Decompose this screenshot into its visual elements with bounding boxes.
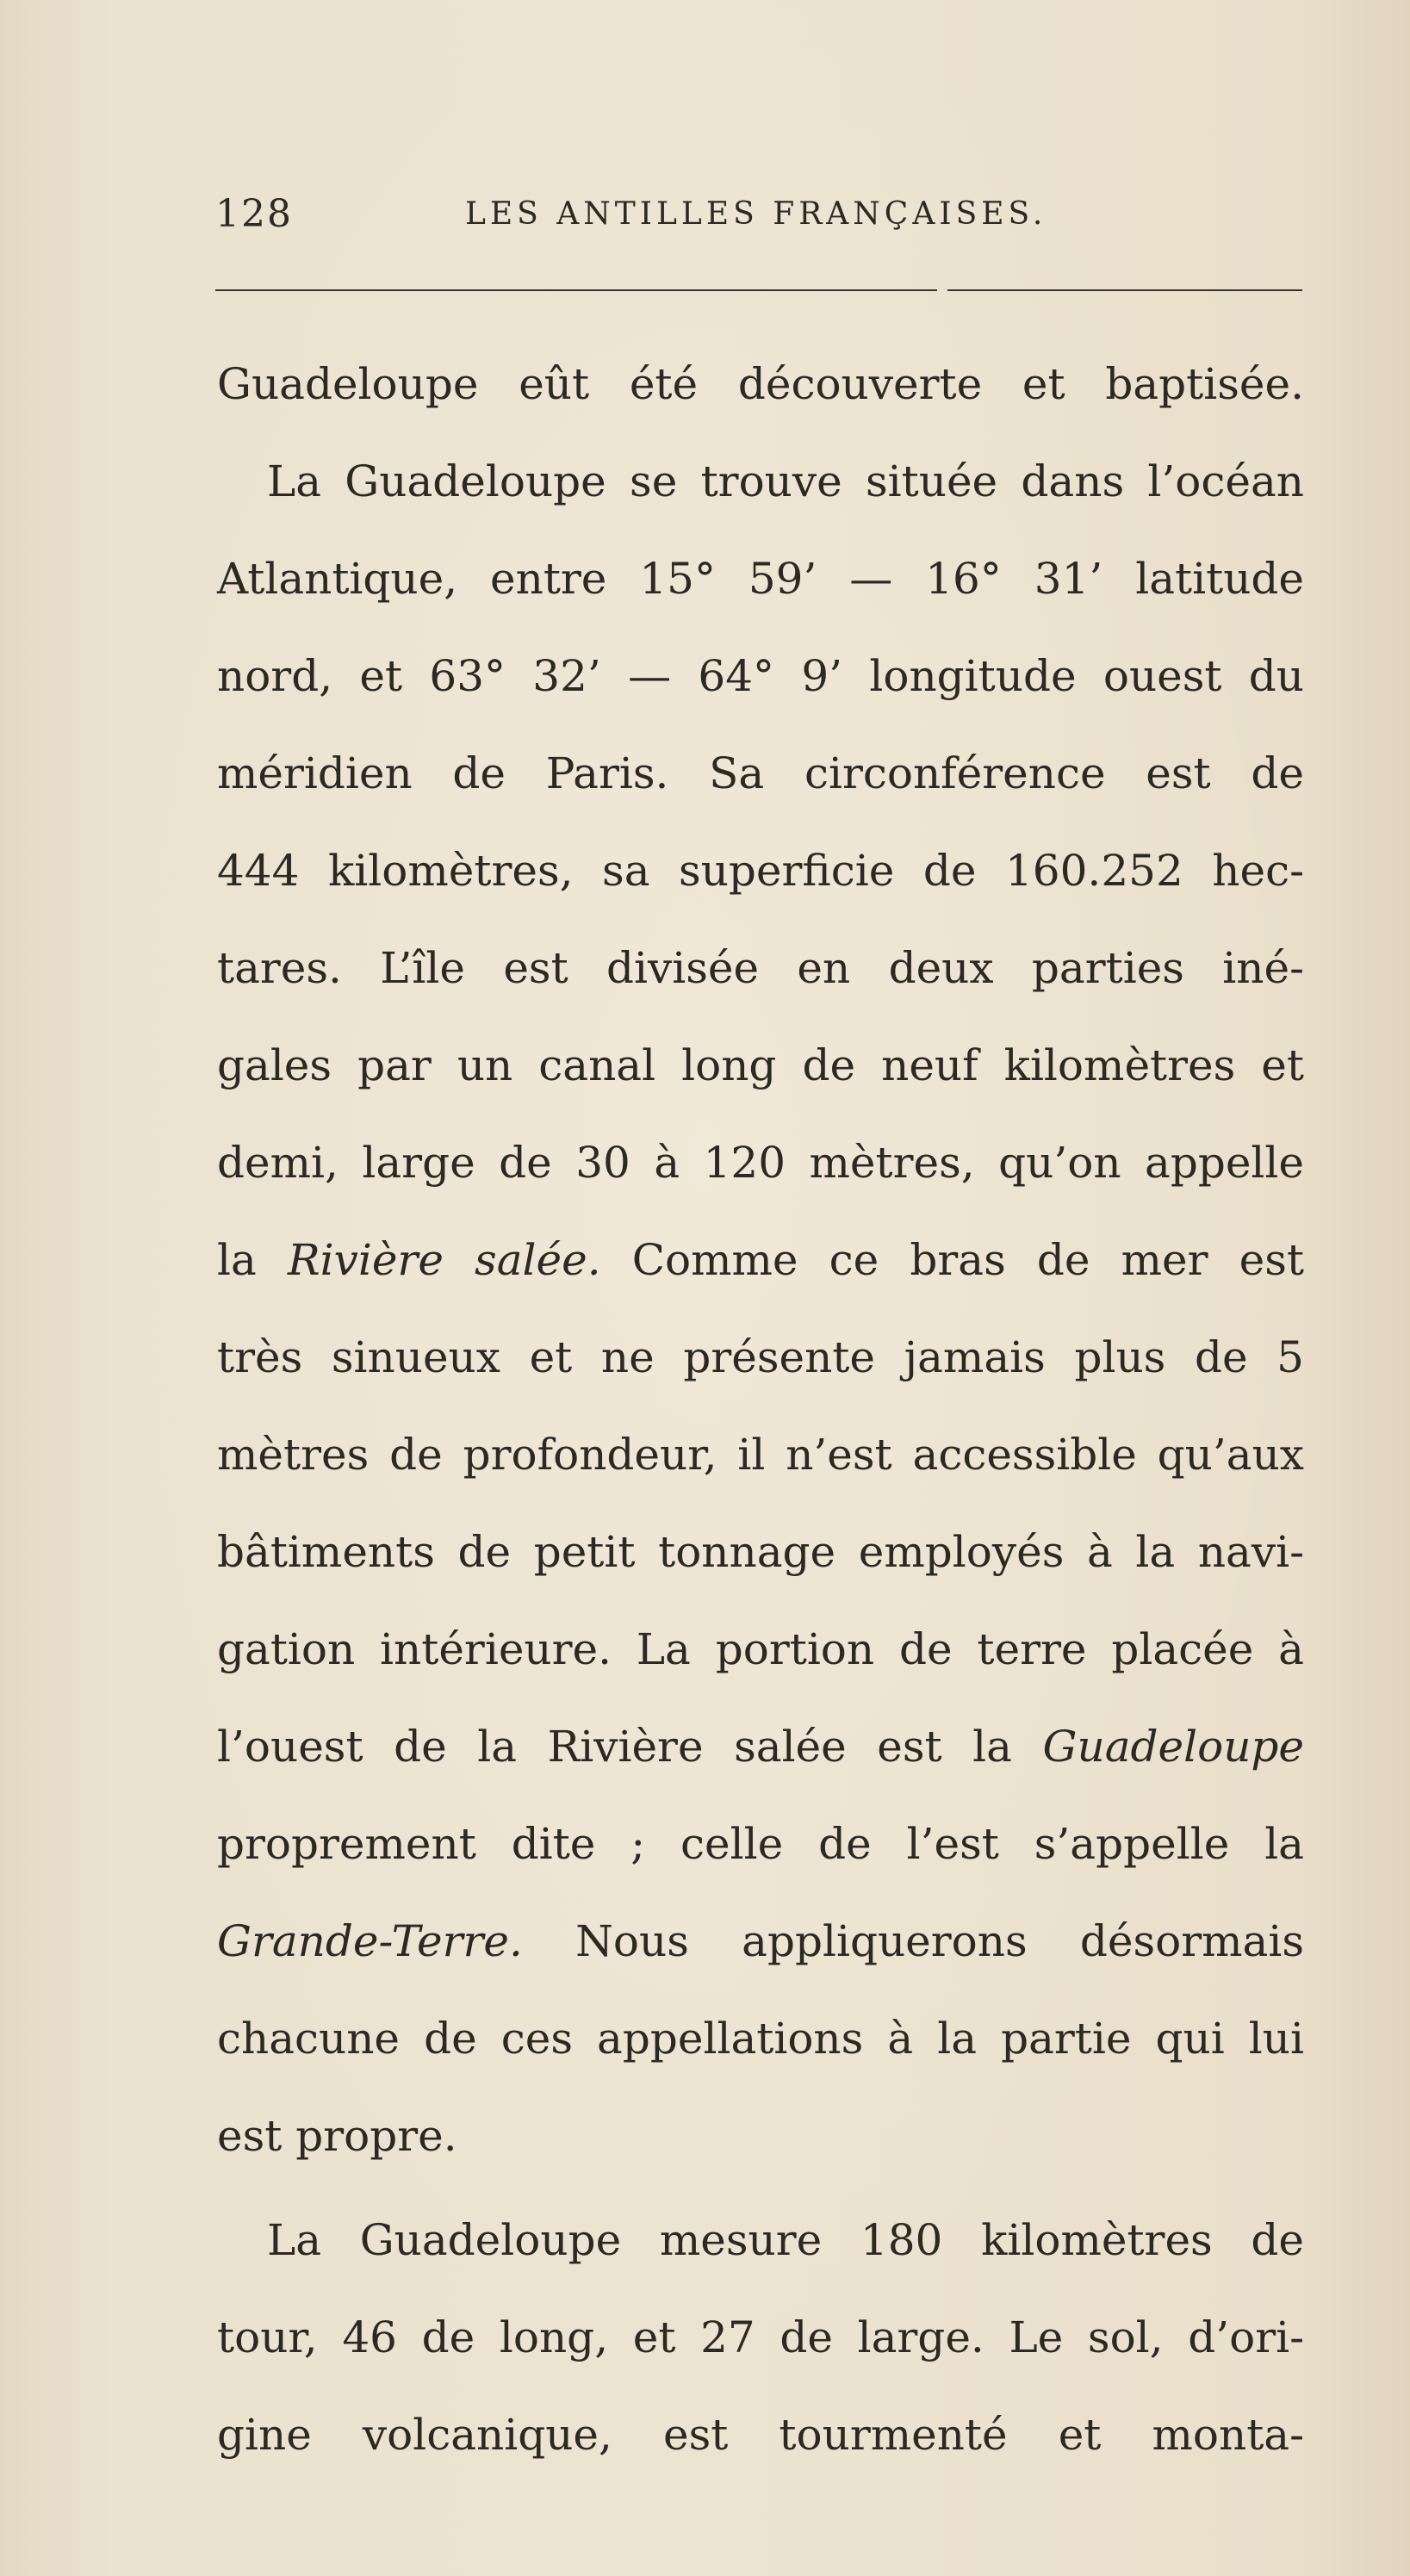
header-rule-break [937,286,947,293]
text-line-3: Atlantique, entre 15° 59’ — 16° 31’ latitude [217,554,1304,604]
text-line-7: tares. L’île est divisée en deux parties iné- [217,943,1304,993]
body-text [217,336,1304,2484]
text-line-10: la Rivière salée. Comme ce bras de mer est [217,1235,1305,1285]
page-number: 128 [215,192,293,236]
text-line-19: est propre. [217,2111,457,2161]
text-line-6: 444 kilomètres, sa superficie de 160.252 hec- [217,846,1304,896]
text-line-18: chacune de ces appellations à la partie qui lui [217,2014,1304,2064]
text-line-9: demi, large de 30 à 120 mètres, qu’on appelle [217,1138,1304,1188]
running-head [215,184,1301,245]
text-line-4: nord, et 63° 32’ — 64° 9’ longitude ouest du [217,651,1304,701]
text-line-16: proprement dite ; celle de l’est s’appelle la [217,1819,1304,1869]
text-line-15: l’ouest de la Rivière salée est la Guadeloupe [217,1722,1304,1772]
text-line-13: bâtiments de petit tonnage employés à la navi- [217,1527,1304,1577]
text-line-8: gales par un canal long de neuf kilomètres et [217,1040,1304,1090]
text-line-12: mètres de profondeur, il n’est accessible qu’aux [217,1430,1304,1480]
header-rule [215,289,1302,291]
italic-term-guadeloupe: Guadeloupe [1042,1722,1304,1772]
text-line-1: Guadeloupe eût été découverte et baptisée. [217,359,1304,409]
text-line-5: méridien de Paris. Sa circonférence est de [217,748,1304,798]
text-line-20: La Guadeloupe mesure 180 kilomètres de [267,2215,1304,2265]
text-line-11: très sinueux et ne présente jamais plus de 5 [217,1332,1304,1382]
text-line-2: La Guadeloupe se trouve située dans l’océan [267,456,1304,506]
text-line-14: gation intérieure. La portion de terre placée à [217,1624,1304,1674]
italic-term-riviere-salee: Rivière salée. [287,1235,601,1285]
text-line-22: gine volcanique, est tourmenté et monta- [217,2410,1304,2460]
text-line-21: tour, 46 de long, et 27 de large. Le sol, d’ori- [217,2312,1304,2362]
running-title: LES ANTILLES FRANÇAISES. [465,196,1047,232]
italic-term-grande-terre: Grande-Terre. [217,1916,523,1966]
text-line-17: Grande-Terre. Nous appliquerons désormais [217,1916,1304,1966]
